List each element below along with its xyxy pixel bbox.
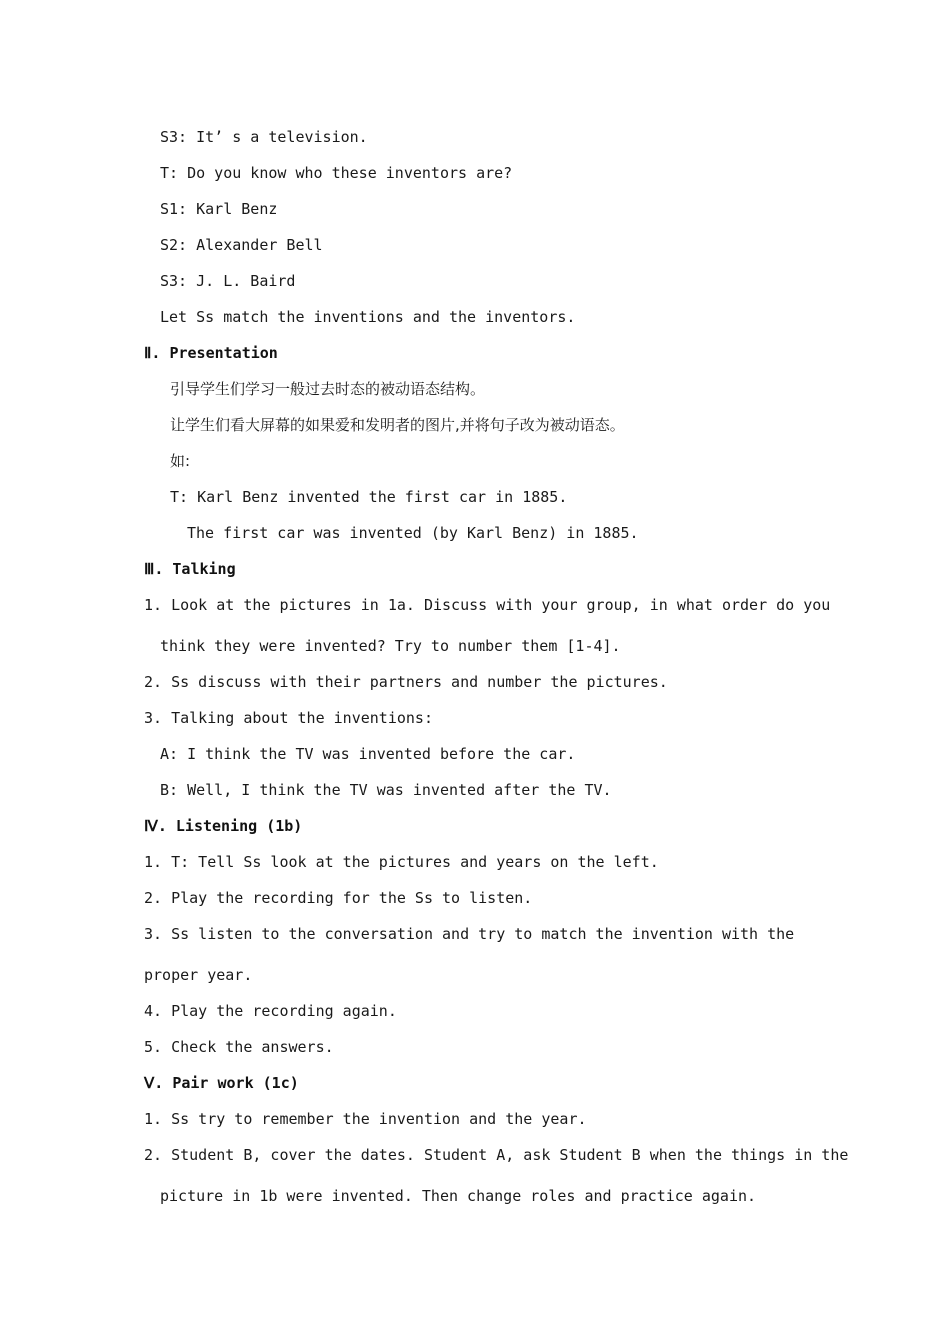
chinese-example-label: 如: xyxy=(170,452,191,470)
section-heading-listening: Ⅳ. Listening (1b) xyxy=(144,817,303,835)
numbered-step: 1. Look at the pictures in 1a. Discuss with your group, in what order do you xyxy=(144,596,831,614)
section-heading-pair-work: Ⅴ. Pair work (1c) xyxy=(144,1074,299,1092)
dialogue-line: S1: Karl Benz xyxy=(160,200,278,218)
numbered-step: 3. Ss listen to the conversation and try to match the invention with the xyxy=(144,925,795,943)
example-sentence-passive: The first car was invented (by Karl Benz) in 1885. xyxy=(187,524,639,542)
numbered-step-continuation: picture in 1b were invented. Then change roles and practice again. xyxy=(160,1187,757,1205)
instruction-line: Let Ss match the inventions and the inventors. xyxy=(160,308,576,326)
chinese-instruction-line: 让学生们看大屏幕的如果爱和发明者的图片,并将句子改为被动语态。 xyxy=(170,416,625,434)
dialogue-line: T: Do you know who these inventors are? xyxy=(160,164,513,182)
numbered-step: 1. T: Tell Ss look at the pictures and years on the left. xyxy=(144,853,659,871)
dialogue-line: S3: It’ s a television. xyxy=(160,128,368,146)
numbered-step: 5. Check the answers. xyxy=(144,1038,334,1056)
numbered-step: 2. Play the recording for the Ss to listen. xyxy=(144,889,533,907)
numbered-step: 4. Play the recording again. xyxy=(144,1002,397,1020)
section-heading-presentation: Ⅱ. Presentation xyxy=(144,344,278,362)
dialogue-line: A: I think the TV was invented before the car. xyxy=(160,745,576,763)
dialogue-line: S2: Alexander Bell xyxy=(160,236,323,254)
section-heading-talking: Ⅲ. Talking xyxy=(144,560,236,578)
numbered-step: 2. Student B, cover the dates. Student A, ask Student B when the things in the xyxy=(144,1146,849,1164)
numbered-step-continuation: think they were invented? Try to number them [1-4]. xyxy=(160,637,621,655)
chinese-instruction-line: 引导学生们学习一般过去时态的被动语态结构。 xyxy=(170,380,486,398)
numbered-step: 1. Ss try to remember the invention and the year. xyxy=(144,1110,587,1128)
numbered-step: 3. Talking about the inventions: xyxy=(144,709,433,727)
dialogue-line: B: Well, I think the TV was invented after the TV. xyxy=(160,781,612,799)
example-sentence: T: Karl Benz invented the first car in 1885. xyxy=(170,488,568,506)
numbered-step-continuation: proper year. xyxy=(144,966,253,984)
numbered-step: 2. Ss discuss with their partners and number the pictures. xyxy=(144,673,668,691)
dialogue-line: S3: J. L. Baird xyxy=(160,272,296,290)
